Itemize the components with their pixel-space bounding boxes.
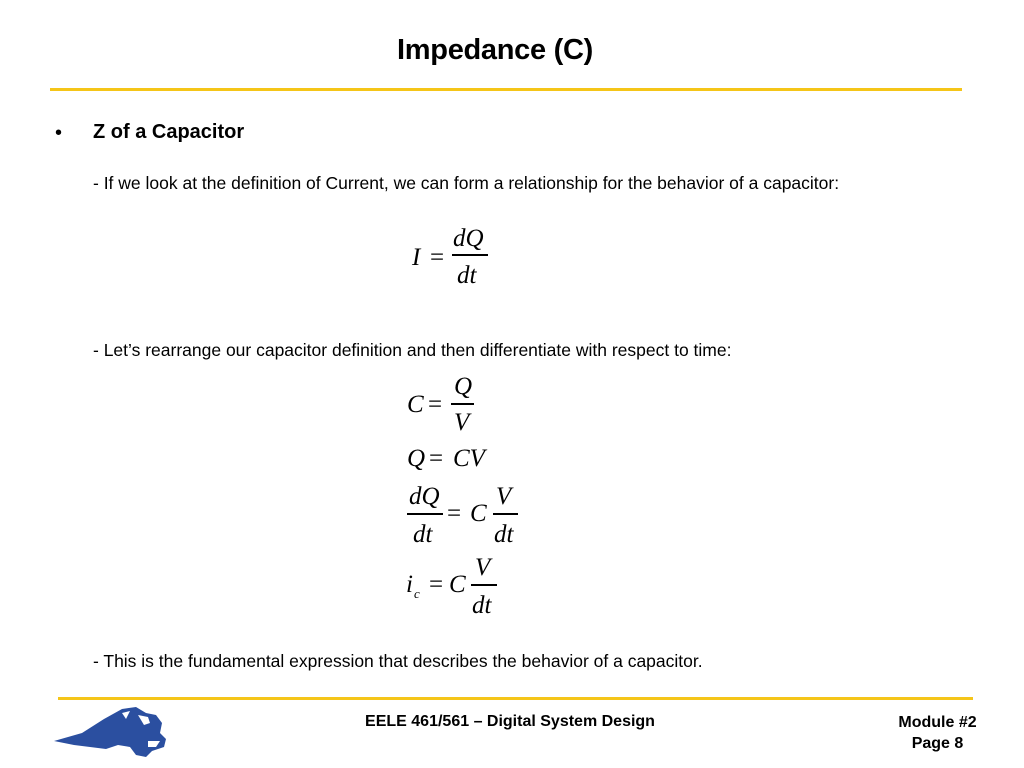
- eq4-denominator: dt: [494, 521, 514, 548]
- paragraph-current-definition: - If we look at the definition of Current, we can form a relationship for the behavior of a capacitor:: [93, 173, 840, 193]
- bobcat-logo: [52, 703, 170, 759]
- eq5-numerator: V: [475, 554, 491, 581]
- bottom-divider: [58, 697, 973, 700]
- eq1-lhs: I: [412, 244, 421, 271]
- eq3-lhs: Q: [407, 445, 426, 472]
- footer-module: Module #2: [898, 714, 977, 731]
- eq5-equals: =: [429, 571, 444, 598]
- eq3-rhs: CV: [453, 445, 485, 472]
- equation-current: [400, 225, 500, 290]
- eq1-numerator: dQ: [453, 225, 484, 252]
- paragraph-conclusion: - This is the fundamental expression that describes the behavior of a capacitor.: [93, 651, 703, 671]
- footer-course-title: EELE 461/561 – Digital System Design: [365, 713, 655, 730]
- eq2-denominator: V: [454, 409, 470, 436]
- top-divider: [50, 88, 962, 91]
- equation-capacitance: [400, 372, 500, 437]
- eq2-equals: =: [428, 391, 443, 418]
- eq4-lhs-fraction-bar: [407, 513, 443, 515]
- eq5-coefficient: C: [449, 571, 466, 598]
- eq4-numerator: V: [496, 483, 512, 510]
- eq4-lhs-numerator: dQ: [409, 483, 440, 510]
- eq1-fraction-bar: [452, 254, 488, 256]
- equation-differentiated: [400, 482, 530, 547]
- equation-charge: [400, 444, 520, 474]
- footer-page-info: [880, 712, 995, 754]
- eq5-fraction-bar: [471, 584, 497, 586]
- eq4-equals: =: [447, 500, 462, 527]
- equation-capacitor-current: [400, 553, 520, 618]
- eq5-lhs-subscript: c: [414, 586, 420, 601]
- paragraph-rearrange: - Let’s rearrange our capacitor definition and then differentiate with respect to time:: [93, 340, 732, 360]
- eq5-lhs: i: [406, 571, 413, 598]
- bullet-marker: •: [55, 122, 63, 144]
- eq4-coefficient: C: [470, 500, 487, 527]
- eq1-denominator: dt: [457, 262, 477, 289]
- eq4-lhs-denominator: dt: [413, 521, 433, 548]
- eq4-fraction-bar: [493, 513, 518, 515]
- eq2-lhs: C: [407, 391, 424, 418]
- bullet-heading: Z of a Capacitor: [93, 121, 245, 143]
- footer-page-number: Page 8: [911, 735, 964, 752]
- bobcat-logo-icon: [52, 703, 170, 759]
- eq2-fraction-bar: [451, 403, 474, 405]
- eq1-equals: =: [430, 244, 445, 271]
- slide-title: Impedance (C): [397, 34, 593, 66]
- eq2-numerator: Q: [454, 373, 473, 400]
- eq3-equals: =: [429, 445, 444, 472]
- eq5-denominator: dt: [472, 592, 492, 619]
